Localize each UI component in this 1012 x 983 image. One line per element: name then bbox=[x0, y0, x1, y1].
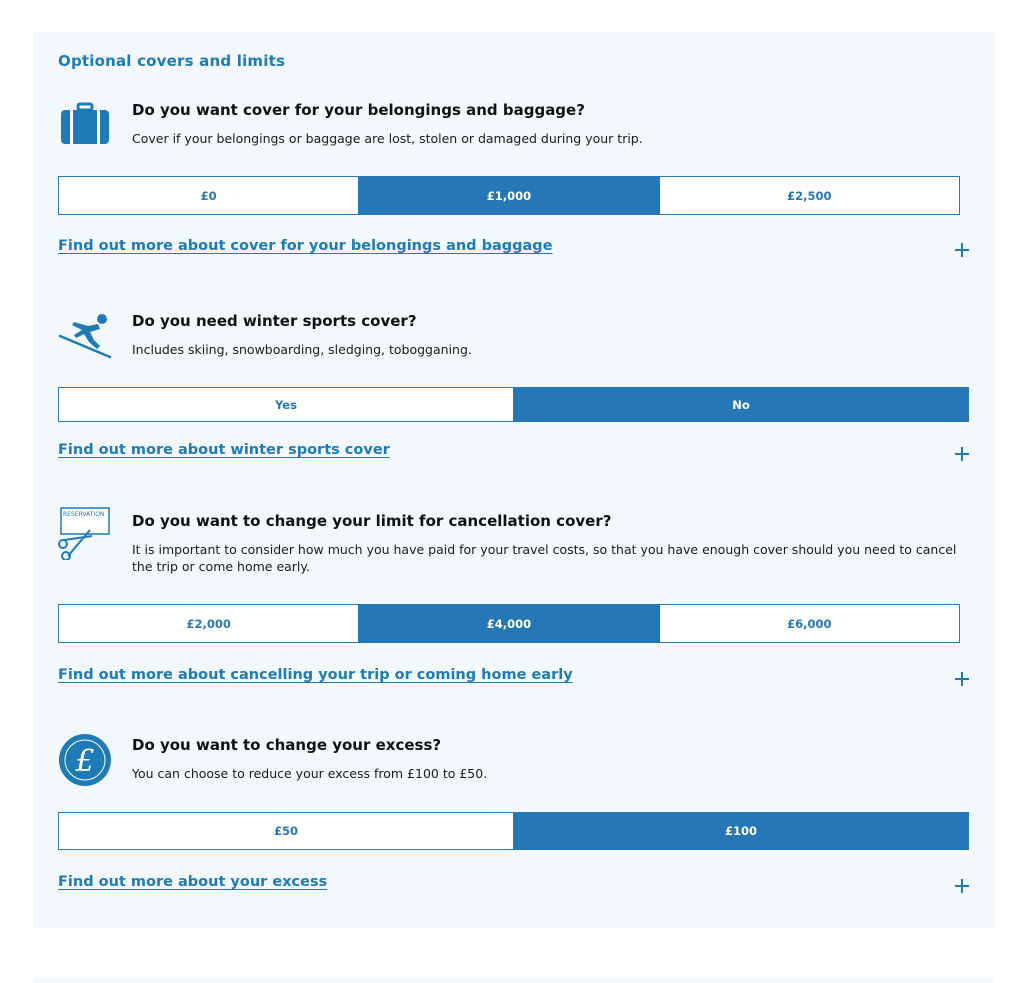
winter-sports-expand-icon[interactable] bbox=[955, 447, 969, 461]
baggage-expand-icon[interactable] bbox=[955, 243, 969, 257]
reservation-icon-label: RESERVATION bbox=[63, 511, 105, 518]
baggage-more-link[interactable]: Find out more about cover for your belongings and baggage bbox=[58, 238, 553, 254]
cancellation-option-6000[interactable]: £6,000 bbox=[659, 605, 959, 642]
cancellation-more-link[interactable]: Find out more about cancelling your trip or coming home early bbox=[58, 667, 573, 683]
next-panel-edge bbox=[33, 978, 994, 983]
baggage-option-2500[interactable]: £2,500 bbox=[659, 177, 959, 214]
baggage-limit-selector bbox=[58, 176, 960, 215]
excess-more-link[interactable]: Find out more about your excess bbox=[58, 874, 328, 890]
skier-icon bbox=[58, 310, 112, 364]
excess-option-50[interactable]: £50 bbox=[273, 824, 298, 838]
section-title: Optional covers and limits bbox=[58, 52, 286, 70]
cancellation-limit-selector bbox=[58, 604, 960, 643]
cancellation-question-title: Do you want to change your limit for cancellation cover? bbox=[132, 512, 612, 530]
cancellation-expand-icon[interactable] bbox=[955, 672, 969, 686]
winter-sports-option-yes[interactable]: Yes bbox=[275, 397, 297, 412]
suitcase-icon bbox=[58, 100, 112, 154]
cancellation-option-2000[interactable]: £2,000 bbox=[186, 616, 231, 631]
excess-option-100[interactable]: £100 bbox=[513, 813, 968, 849]
excess-expand-icon[interactable] bbox=[955, 879, 969, 893]
winter-sports-more-link[interactable]: Find out more about winter sports cover bbox=[58, 442, 390, 458]
reservation-scissors-icon bbox=[58, 506, 112, 560]
cancellation-question-description: It is important to consider how much you have paid for your travel costs, so that you have enough cover should you need to cancel the trip or come home early. bbox=[132, 542, 957, 574]
pound-coin-icon bbox=[58, 733, 112, 787]
winter-sports-question-title: Do you need winter sports cover? bbox=[132, 312, 417, 330]
optional-covers-panel bbox=[33, 32, 994, 928]
excess-question-description: You can choose to reduce your excess from £100 to £50. bbox=[132, 766, 488, 781]
cancellation-option-4000[interactable]: £4,000 bbox=[358, 605, 658, 642]
baggage-option-1000[interactable]: £1,000 bbox=[358, 177, 658, 214]
baggage-question-description: Cover if your belongings or baggage are lost, stolen or damaged during your trip. bbox=[132, 131, 643, 146]
excess-question-title: Do you want to change your excess? bbox=[132, 736, 442, 754]
winter-sports-question-description: Includes skiing, snowboarding, sledging, tobogganing. bbox=[132, 342, 472, 357]
excess-selector bbox=[58, 812, 969, 850]
pound-symbol: £ bbox=[75, 744, 95, 779]
baggage-question-title: Do you want cover for your belongings and baggage? bbox=[132, 101, 585, 119]
baggage-option-0[interactable]: £0 bbox=[200, 188, 217, 203]
winter-sports-selector bbox=[58, 387, 969, 422]
winter-sports-option-no[interactable]: No bbox=[513, 388, 968, 421]
